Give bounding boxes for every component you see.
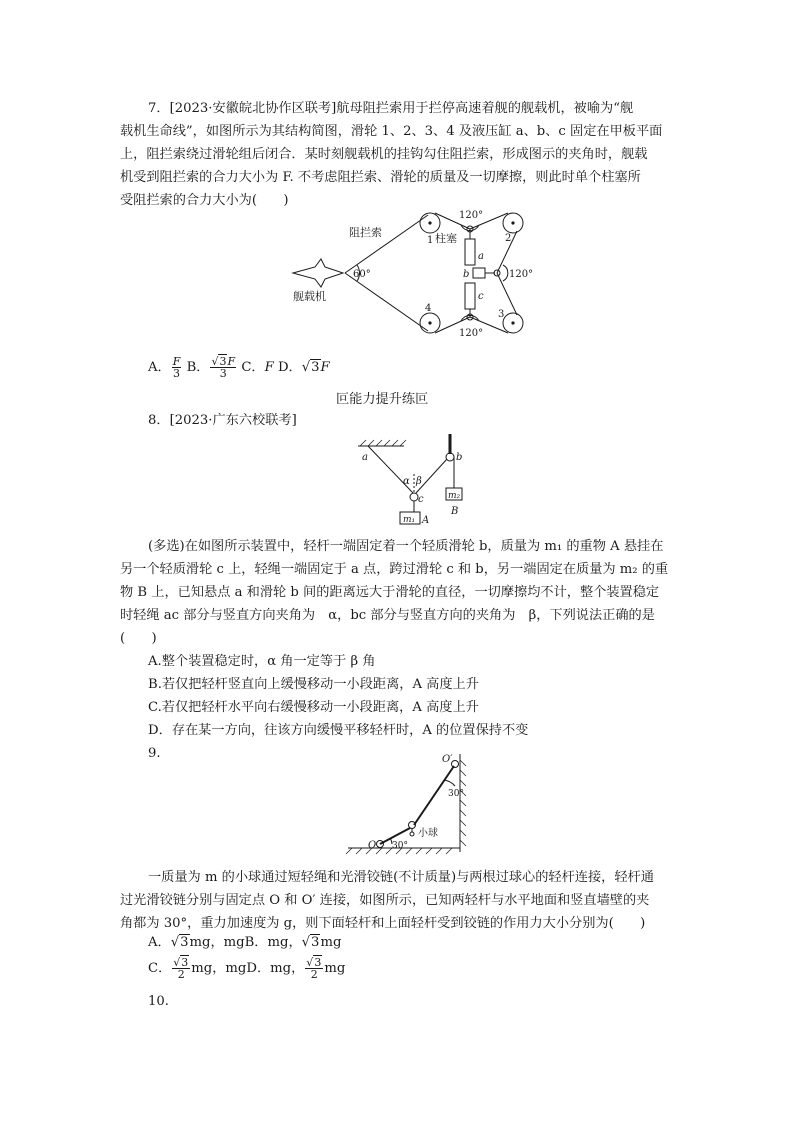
label-c: c bbox=[418, 494, 424, 505]
cylinder-c bbox=[465, 283, 475, 309]
q7-options bbox=[148, 356, 330, 379]
angle-right: 120° bbox=[509, 269, 534, 280]
pulley-b bbox=[446, 453, 454, 461]
label-A: A bbox=[422, 515, 430, 526]
hinge-O-prime bbox=[452, 761, 459, 768]
q7-line-4: 机受到阻拦索的合力大小为 F. 不考虑阻拦索、滑轮的质量及一切摩擦，则此时单个柱塞所 bbox=[120, 170, 641, 185]
rope-upper-left bbox=[345, 215, 428, 273]
q9-option-a[interactable]: A．√3mg，mg bbox=[148, 935, 245, 950]
cylinder-b bbox=[473, 268, 485, 278]
q8-line-1: (多选)在如图所示装置中，轻杆一端固定着一个轻质滑轮 b，质量为 m₁ 的重物 A 悬挂在 bbox=[148, 539, 664, 554]
pulley-c bbox=[410, 493, 418, 501]
aircraft-icon bbox=[293, 259, 343, 287]
q9-options-ab bbox=[148, 931, 341, 954]
q9-figure bbox=[344, 752, 476, 856]
angle-top: 120° bbox=[459, 210, 484, 221]
pulley-label-3: 3 bbox=[498, 309, 505, 320]
angle-bottom: 120° bbox=[459, 328, 484, 339]
label-m1: m₁ bbox=[403, 515, 416, 525]
cylinder-a bbox=[465, 239, 475, 265]
q7-figure bbox=[285, 203, 545, 348]
q8-line-5: ( ) bbox=[120, 631, 157, 646]
label-B: B bbox=[451, 506, 459, 517]
label-O-prime: O′ bbox=[442, 754, 453, 765]
rope-lower-left bbox=[345, 273, 428, 331]
q7-line-1: 7．[2023·安徽皖北协作区联考]航母阻拦索用于拦停高速着舰的舰载机，被喻为“舰 bbox=[148, 101, 634, 116]
q7-line-5: 受阻拦索的合力大小为( ) bbox=[120, 193, 289, 208]
q10-header: 10. bbox=[148, 994, 169, 1009]
label-beta: β bbox=[416, 476, 422, 487]
cyl-label-b: b bbox=[463, 269, 470, 280]
q7-line-3: 上，阻拦索绕过滑轮组后闭合．某时刻舰载机的挂钩勾住阻拦索，形成图示的夹角时，舰载 bbox=[120, 147, 648, 162]
label-b: b bbox=[456, 452, 463, 463]
q9-options-cd bbox=[148, 956, 345, 982]
cyl-label-c: c bbox=[478, 291, 484, 302]
q8-option-c[interactable]: C.若仅把轻杆水平向右缓慢移动一小段距离，A 高度上升 bbox=[148, 700, 479, 715]
section-title: 叵能力提升练叵 bbox=[336, 392, 429, 407]
q8-header: 8．[2023·广东六校联考] bbox=[148, 413, 297, 428]
q9-line-3: 角都为 30°，重力加速度为 g，则下面轻杆和上面轻杆受到铰链的作用力大小分别为( ) bbox=[120, 916, 646, 931]
q8-option-b[interactable]: B.若仅把轻杆竖直向上缓慢移动一小段距离，A 高度上升 bbox=[148, 677, 479, 692]
q8-option-d[interactable]: D．存在某一方向，往该方向缓慢平移轻杆时，A 的位置保持不变 bbox=[148, 723, 529, 738]
label-rope: 阻拦索 bbox=[349, 226, 382, 239]
q9-header: 9. bbox=[148, 746, 161, 761]
q8-line-4: 时轻绳 ac 部分与竖直方向夹角为 α，bc 部分与竖直方向的夹角为 β，下列说法正确的是 bbox=[120, 608, 655, 623]
angle-plane: 60° bbox=[353, 269, 371, 280]
label-alpha: α bbox=[403, 476, 410, 487]
q7-line-2: 载机生命线”，如图所示为其结构简图，滑轮 1、2、3、4 及液压缸 a、b、c 固定在甲板平面 bbox=[120, 124, 663, 139]
pulley-label-2: 2 bbox=[505, 233, 512, 244]
q7-option-d[interactable]: D．√3F bbox=[277, 360, 330, 375]
q7-option-c[interactable]: C．F bbox=[241, 360, 274, 375]
label-angle-wall: 30° bbox=[448, 789, 464, 799]
q9-line-2: 过光滑铰链分别与固定点 O 和 O′ 连接，如图所示，已知两轻杆与水平地面和竖直墙壁的夹 bbox=[120, 893, 650, 908]
label-plunger: 柱塞 bbox=[435, 232, 457, 245]
label-a: a bbox=[362, 452, 368, 463]
q9-option-b[interactable]: B．mg，√3mg bbox=[244, 935, 342, 950]
q8-line-3: 物 B 上，已知悬点 a 和滑轮 b 间的距离远大于滑轮的直径，一切摩擦均不计，整个装置稳定 bbox=[120, 585, 660, 600]
q8-option-a[interactable]: A.整个装置稳定时，α 角一定等于 β 角 bbox=[148, 654, 376, 669]
label-m2: m₂ bbox=[448, 491, 461, 501]
cyl-label-a: a bbox=[478, 251, 484, 262]
q9-option-d[interactable]: D．mg， $\frac{√3}{2}$ mg bbox=[246, 956, 346, 981]
q7-option-a[interactable]: A． $\frac{F}{3}$ bbox=[148, 355, 181, 380]
q9-option-c[interactable]: C． $\frac{√3}{2}$ mg，mg bbox=[148, 956, 247, 981]
q7-option-b[interactable]: B． $\frac{√3F}{3}$ bbox=[186, 355, 236, 380]
pulley-label-1: 1 bbox=[427, 235, 434, 246]
pulley-label-4: 4 bbox=[425, 303, 432, 314]
label-ball: 小球 bbox=[418, 828, 438, 839]
label-plane: 舰载机 bbox=[293, 290, 326, 303]
q8-line-2: 另一个轻质滑轮 c 上，轻绳一端固定于 a 点，跨过滑轮 c 和 b，另一端固定在质量为 m₂ 的重 bbox=[120, 562, 669, 577]
q9-line-1: 一质量为 m 的小球通过短轻绳和光滑铰链(不计质量)与两根过球心的轻杆连接，轻杆通 bbox=[148, 870, 654, 885]
q8-figure bbox=[356, 432, 476, 530]
label-angle-floor: 30° bbox=[392, 841, 408, 851]
label-O: O bbox=[368, 840, 377, 851]
